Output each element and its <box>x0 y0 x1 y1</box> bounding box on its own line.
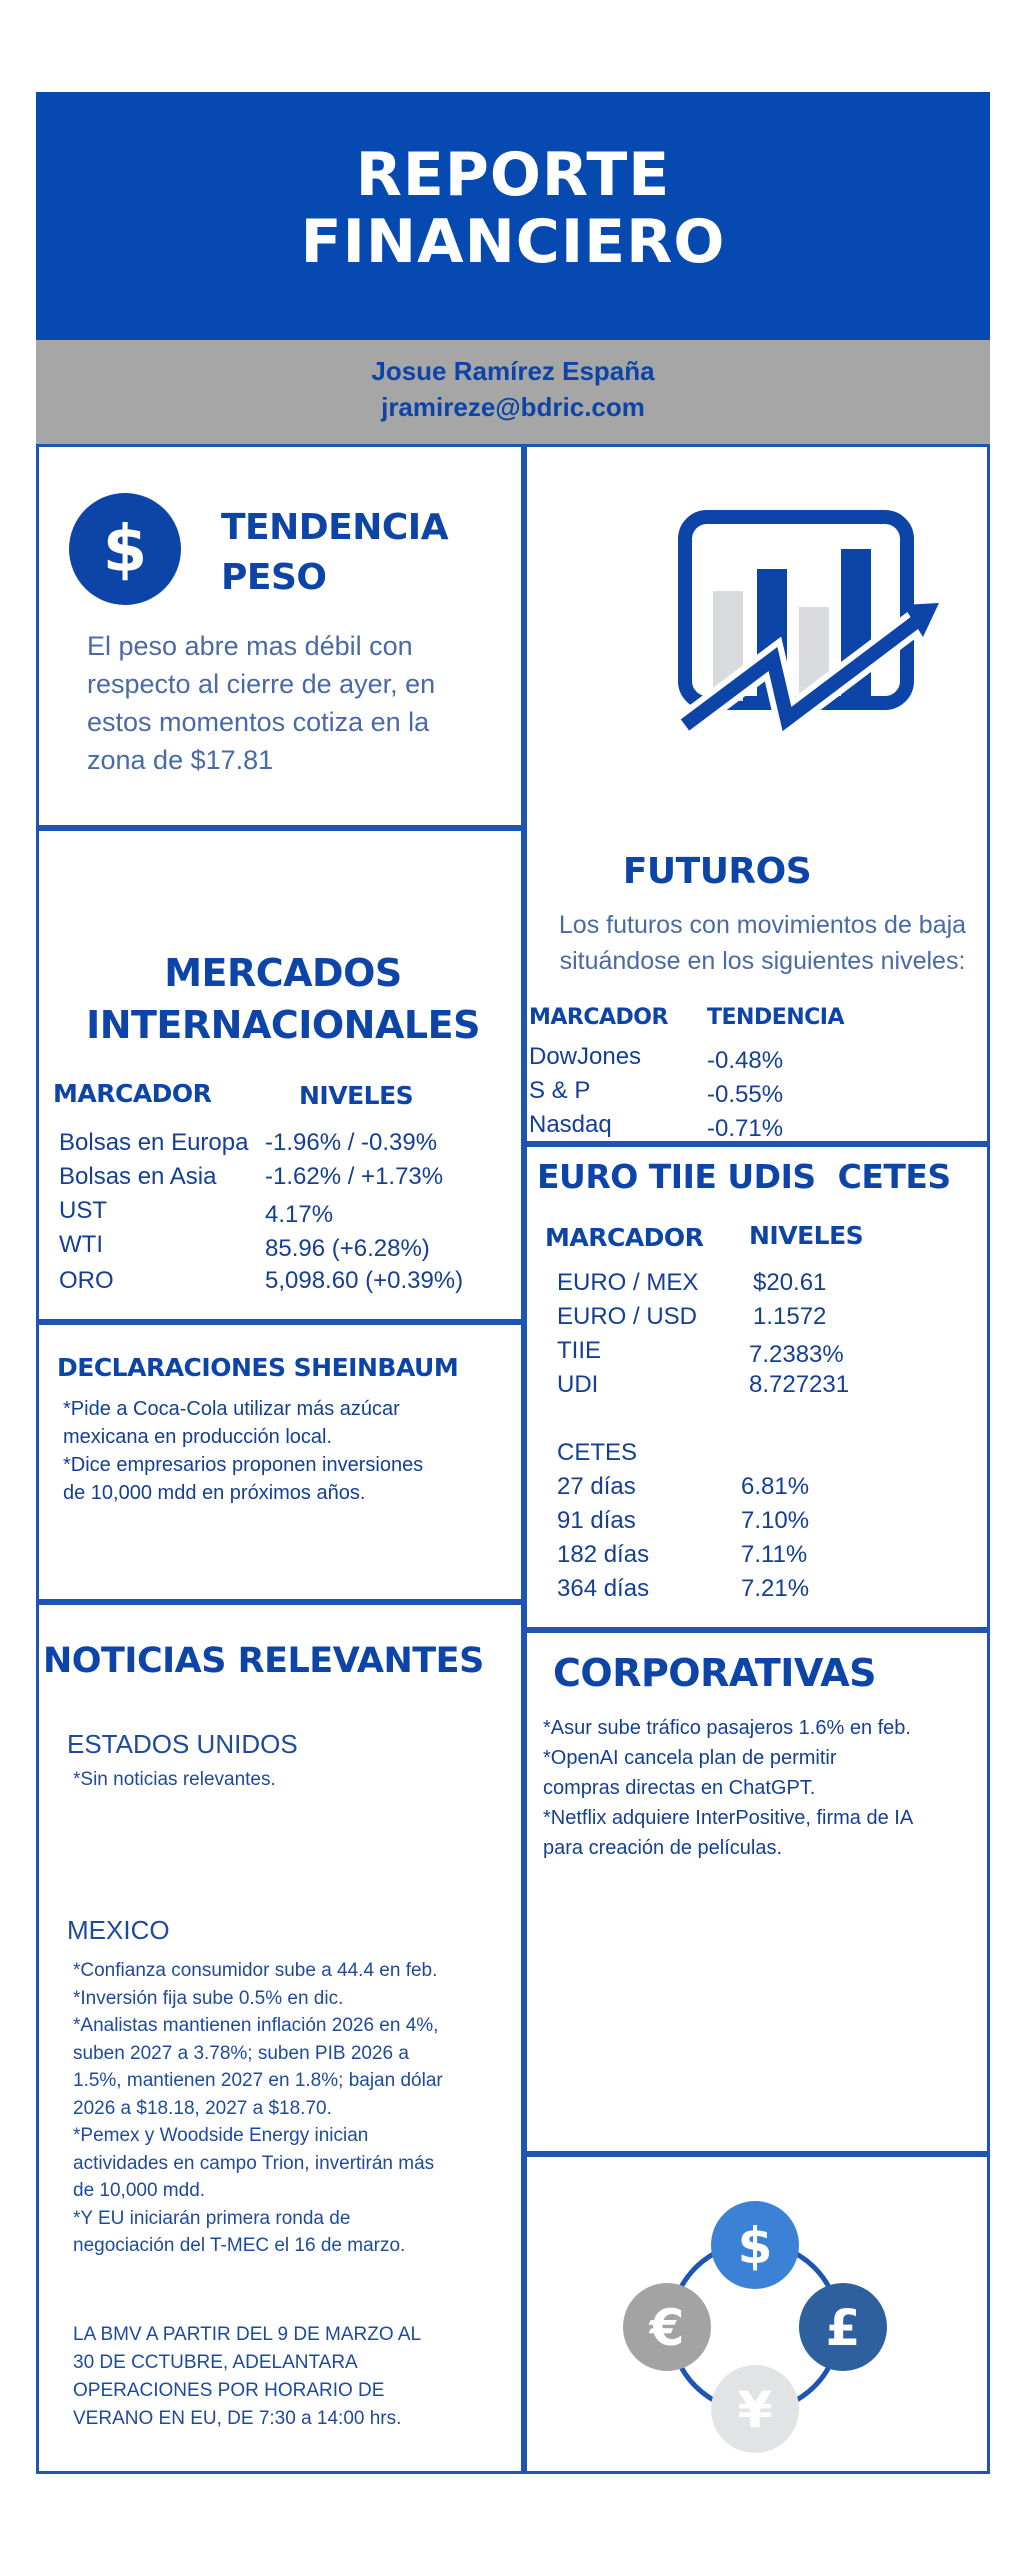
cetes-row-value: 7.11% <box>741 1541 808 1568</box>
mercados-row-name: Bolsas en Asia <box>59 1163 217 1190</box>
cetes-row-value: 7.10% <box>741 1507 810 1534</box>
author-band <box>36 340 990 444</box>
cetes-row-name: 27 días <box>557 1473 636 1500</box>
author-email[interactable]: jramireze@bdric.com <box>381 392 645 422</box>
peso-panel <box>36 444 524 828</box>
cetes-label: CETES <box>557 1439 638 1466</box>
svg-text:$: $ <box>737 2217 773 2275</box>
svg-text:$: $ <box>102 513 148 587</box>
mercados-col-niveles: NIVELES <box>299 1081 414 1110</box>
mercados-row-value: -1.62% / +1.73% <box>265 1163 444 1190</box>
noticias-panel <box>36 1602 524 2474</box>
chart-up-icon <box>677 509 947 749</box>
corporativas-text: *Asur sube tráfico pasajeros 1.6% en feb. *OpenAI cancela plan de permitir compras directas en ChatGPT. *Netflix adquiere InterPositive, firma de IA para creación de películas. <box>543 1717 914 1859</box>
header-banner <box>36 92 990 340</box>
euro-row-name: EURO / MEX <box>557 1269 699 1296</box>
sheinbaum-panel <box>36 1322 524 1602</box>
mercados-row-name: Bolsas en Europa <box>59 1129 249 1156</box>
currency-cycle-graphic <box>617 2197 897 2457</box>
euro-row-name: UDI <box>557 1371 599 1398</box>
futuros-row-value: -0.55% <box>707 1081 784 1108</box>
futuros-title: FUTUROS <box>622 851 812 892</box>
peso-title-line1: TENDENCIA <box>221 507 449 548</box>
us-text: *Sin noticias relevantes. <box>73 1769 276 1790</box>
corporativas-title: CORPORATIVAS <box>553 1651 876 1695</box>
futuros-row-value: -0.71% <box>707 1115 784 1142</box>
noticias-title: NOTICIAS RELEVANTES <box>43 1641 484 1681</box>
mercados-title-line1: MERCADOS <box>164 951 402 995</box>
euro-col-niveles: NIVELES <box>749 1221 864 1250</box>
sheinbaum-title: DECLARACIONES SHEINBAUM <box>57 1353 459 1382</box>
report-title-line1: REPORTE <box>355 140 671 210</box>
euro-icon <box>623 2283 711 2371</box>
cetes-row-name: 91 días <box>557 1507 636 1534</box>
euro-row-name: TIIE <box>557 1337 602 1364</box>
euro-row-value: 7.2383% <box>749 1341 844 1368</box>
euro-panel <box>524 1144 990 1630</box>
author-name: Josue Ramírez España <box>371 356 655 386</box>
mercados-title-line2: INTERNACIONALES <box>86 1003 480 1047</box>
dollar-icon <box>69 493 181 605</box>
euro-col-marcador: MARCADOR <box>545 1223 704 1252</box>
peso-text: El peso abre mas débil con respecto al cierre de ayer, en estos momentos cotiza en la zona de $17.81 <box>87 631 436 775</box>
futuros-row-name: DowJones <box>529 1043 642 1070</box>
report-title-line2: FINANCIERO <box>300 207 726 277</box>
cetes-row-name: 182 días <box>557 1541 650 1568</box>
futuros-col-tendencia: TENDENCIA <box>707 1005 845 1030</box>
mercados-row-value: -1.96% / -0.39% <box>265 1129 438 1156</box>
mercados-row-name: UST <box>59 1197 107 1224</box>
euro-title: EURO TIIE UDIS CETES <box>537 1157 951 1196</box>
mercados-row-value: 4.17% <box>265 1201 334 1228</box>
mercados-col-marcador: MARCADOR <box>53 1079 212 1108</box>
corporativas-panel <box>524 1630 990 2154</box>
mercados-row-value: 5,098.60 (+0.39%) <box>265 1267 464 1294</box>
cetes-row-name: 364 días <box>557 1575 650 1602</box>
svg-text:€: € <box>649 2299 685 2357</box>
futuros-panel <box>524 444 990 1144</box>
futuros-text: Los futuros con movimientos de baja situándose en los siguientes niveles: <box>558 911 967 975</box>
futuros-row-name: S & P <box>529 1077 591 1104</box>
cetes-row-value: 7.21% <box>741 1575 810 1602</box>
mercados-row-value: 85.96 (+6.28%) <box>265 1235 430 1262</box>
euro-row-name: EURO / USD <box>557 1303 698 1330</box>
dollar-icon <box>711 2201 799 2289</box>
cetes-row-value: 6.81% <box>741 1473 810 1500</box>
currency-panel <box>524 2154 990 2474</box>
futuros-row-name: Nasdaq <box>529 1111 612 1138</box>
mx-label: MEXICO <box>67 1915 170 1945</box>
sheinbaum-text: *Pide a Coca-Cola utilizar más azúcar mexicana en producción local. *Dice empresarios proponen inversiones de 10,000 mdd en próximos años. <box>63 1398 424 1504</box>
yen-icon <box>711 2365 799 2453</box>
euro-row-value: 1.1572 <box>753 1303 827 1330</box>
mercados-row-name: WTI <box>59 1231 103 1258</box>
mercados-panel <box>36 828 524 1322</box>
bmv-notice: LA BMV A PARTIR DEL 9 DE MARZO AL 30 DE CCTUBRE, ADELANTARA OPERACIONES POR HORARIO DE VERANO EN EU, DE 7:30 a 14:00 hrs. <box>73 2324 422 2429</box>
us-label: ESTADOS UNIDOS <box>67 1729 298 1759</box>
futuros-row-value: -0.48% <box>707 1047 784 1074</box>
euro-row-value: 8.727231 <box>749 1371 850 1398</box>
pound-icon <box>799 2283 887 2371</box>
euro-row-value: $20.61 <box>753 1269 827 1296</box>
peso-title-line2: PESO <box>221 557 327 598</box>
mx-news: *Confianza consumidor sube a 44.4 en feb. *Inversión fija sube 0.5% en dic. *Analistas mantienen inflación 2026 en 4%, suben 2027 a 3.78%; suben PIB 2026 a 1.5%, mantienen 2027 en 1.8%; bajan dólar 2026 a $18.18, 2027 a $18.70. *Pemex y Woodside Energy inician actividades en campo Trion, invertirán más de 10,000 mdd. *Y EU iniciarán primera ronda de negociación del T-MEC el 16 de marzo. <box>73 1960 443 2256</box>
mercados-row-name: ORO <box>59 1267 114 1294</box>
futuros-col-marcador: MARCADOR <box>529 1005 668 1030</box>
svg-text:£: £ <box>825 2299 861 2357</box>
svg-text:¥: ¥ <box>737 2381 773 2439</box>
